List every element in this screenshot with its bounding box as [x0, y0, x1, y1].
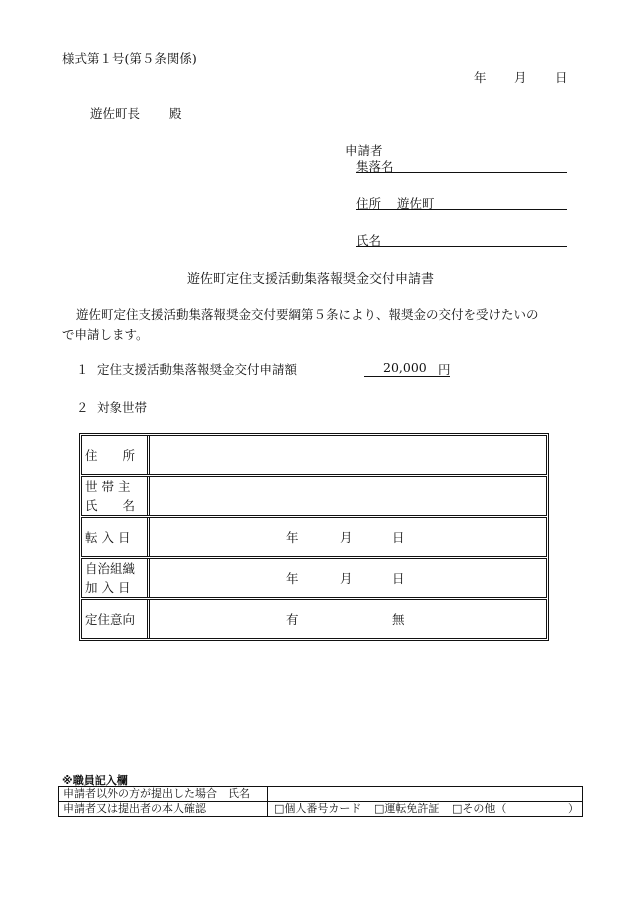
body-text-line1: 遊佐町定住支援活動集落報奨金交付要綱第５条により、報奨金の交付を受けたいの: [76, 307, 539, 322]
household-address-cell[interactable]: [150, 436, 546, 474]
addressee-name: 遊佐町長: [90, 106, 141, 121]
household-address-label-text: 住 所: [85, 447, 136, 463]
intent-no-option[interactable]: 無: [392, 612, 405, 627]
proxy-submitter-label: 申請者以外の方が提出した場合 氏名: [59, 787, 268, 802]
applicant-name-label: 氏名: [356, 233, 382, 248]
move-in-month: 月: [340, 530, 353, 545]
household-head-label-line1: 世 帯 主: [85, 479, 131, 494]
checkbox-drivers-license[interactable]: □運転免許証: [374, 802, 440, 815]
applicant-address-label: 住所: [356, 196, 382, 211]
checkbox-other[interactable]: □その他（: [452, 802, 507, 815]
village-label: 集落名: [356, 159, 394, 174]
staff-section-heading: ※職員記入欄: [62, 774, 128, 787]
settlement-intent-label-text: 定住意向: [85, 611, 136, 627]
table-row: [81, 517, 547, 557]
identity-check-label: 申請者又は提出者の本人確認: [59, 802, 268, 817]
other-close-paren: ）: [568, 802, 579, 815]
move-in-date-label: [82, 518, 150, 556]
settlement-intent-cell[interactable]: [150, 600, 546, 638]
household-head-label: [82, 477, 150, 515]
move-in-day: 日: [392, 530, 405, 545]
addressee-honorific: 殿: [169, 106, 182, 121]
join-date-cell[interactable]: [150, 559, 546, 597]
date-year-label: 年: [474, 70, 487, 85]
join-date-label: [82, 559, 150, 597]
move-in-year: 年: [286, 530, 299, 545]
name-underline: [356, 246, 567, 247]
applicant-address-value: 遊佐町: [397, 196, 435, 211]
table-row: [81, 476, 547, 516]
table-row: [81, 435, 547, 475]
join-date-label-line2: 加 入 日: [85, 580, 131, 595]
document-title: 遊佐町定住支援活動集落報奨金交付申請書: [187, 272, 435, 287]
move-in-date-cell[interactable]: [150, 518, 546, 556]
household-address-label: [82, 436, 150, 474]
item2-label: 対象世帯: [97, 400, 148, 415]
table-row: [59, 802, 583, 817]
item1-number: １: [76, 362, 89, 377]
address-underline: [356, 209, 567, 210]
request-amount: [364, 360, 450, 377]
request-amount-value: 20,000: [383, 360, 427, 375]
table-row: [81, 599, 547, 639]
move-in-date-label-text: 転 入 日: [85, 529, 131, 545]
proxy-submitter-name-cell[interactable]: [268, 787, 583, 802]
table-row: [81, 558, 547, 598]
item2-number: ２: [76, 400, 89, 415]
intent-yes-option[interactable]: 有: [286, 612, 299, 627]
join-day: 日: [392, 571, 405, 586]
settlement-intent-label: [82, 600, 150, 638]
date-day-label: 日: [555, 70, 568, 85]
date-month-label: 月: [514, 70, 527, 85]
form-number: 様式第１号(第５条関係): [62, 51, 197, 66]
household-table: [79, 433, 549, 641]
household-head-label-line2: 氏 名: [85, 498, 136, 513]
identity-check-options: [268, 802, 583, 817]
join-month: 月: [340, 571, 353, 586]
staff-entry-table: [58, 786, 583, 817]
checkbox-my-number-card[interactable]: □個人番号カード: [274, 802, 362, 815]
join-date-label-line1: 自治組織: [85, 561, 136, 576]
table-row: [59, 787, 583, 802]
join-year: 年: [286, 571, 299, 586]
household-head-name-cell[interactable]: [150, 477, 546, 515]
request-amount-unit: 円: [438, 362, 451, 377]
body-text-line2: で申請します。: [62, 327, 149, 342]
item1-label: 定住支援活動集落報奨金交付申請額: [97, 362, 298, 377]
applicant-heading: 申請者: [345, 143, 383, 158]
